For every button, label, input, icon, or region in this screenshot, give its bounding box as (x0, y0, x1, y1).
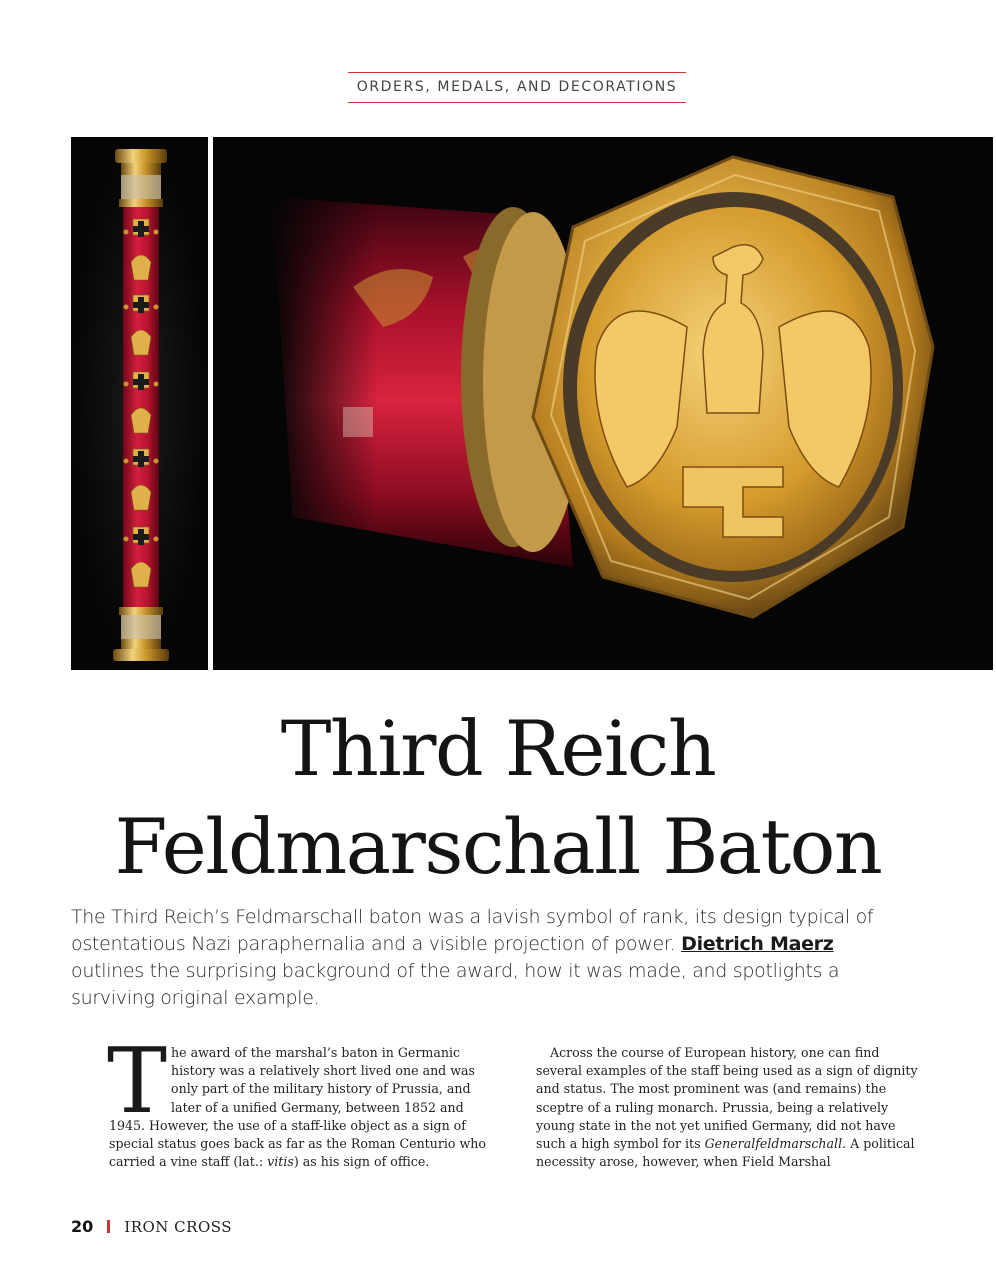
standfirst-text-before: The Third Reich’s Feldmarschall baton was a lavish symbol of rank, its design typical of ostentatious Nazi paraphernalia and a visible projection of power. (71, 906, 874, 955)
article-title-line2: Feldmarschall Baton (114, 802, 882, 891)
magazine-name: IRON CROSS (124, 1218, 233, 1236)
footer-separator (107, 1220, 110, 1233)
body-column-1 (107, 1029, 501, 1171)
body-col1-emphasis: vitis (267, 1154, 294, 1170)
body-col1-text-b: ) as his sign of office. (293, 1154, 430, 1170)
standfirst (71, 904, 901, 1012)
standfirst-text-after: outlines the surprising background of the award, how it was made, and spotlights a surviving original example. (71, 960, 840, 1009)
page-number: 20 (71, 1217, 94, 1236)
section-tag: ORDERS, MEDALS, AND DECORATIONS (348, 72, 686, 103)
body-col2-text-a: Across the course of European history, one can find several examples of the staff being used as a sign of dignity and status. The most prominent was (and remains) the sceptre of a ruling monarch. Prussia, being a relatively young state in the not yet unified Germany, did not have such a high symbol for its (536, 1045, 918, 1152)
page-footer (71, 1216, 232, 1238)
author-name: Dietrich Maerz (681, 933, 834, 955)
baton-full-photo (71, 137, 208, 670)
body-column-2 (536, 1044, 928, 1171)
drop-cap: T (107, 1029, 168, 1134)
baton-endcap-photo (213, 137, 993, 670)
article-title-line1: Third Reich (280, 704, 716, 793)
article-title (0, 700, 996, 896)
body-col2-emphasis: Generalfeldmarschall (704, 1136, 843, 1152)
body-col2-text-b: . A political necessity arose, however, when Field Marshal (536, 1136, 915, 1170)
body-col1-text-a: he award of the marshal’s baton in Germanic history was a relatively short lived one and was only part of the military history of Prussia, and later of a unified Germany, between 1852 and 1945. However, the use of a staff-like object as a sign of special status goes back as far as the Roman Centurio who carried a vine staff (lat.: (109, 1045, 486, 1170)
